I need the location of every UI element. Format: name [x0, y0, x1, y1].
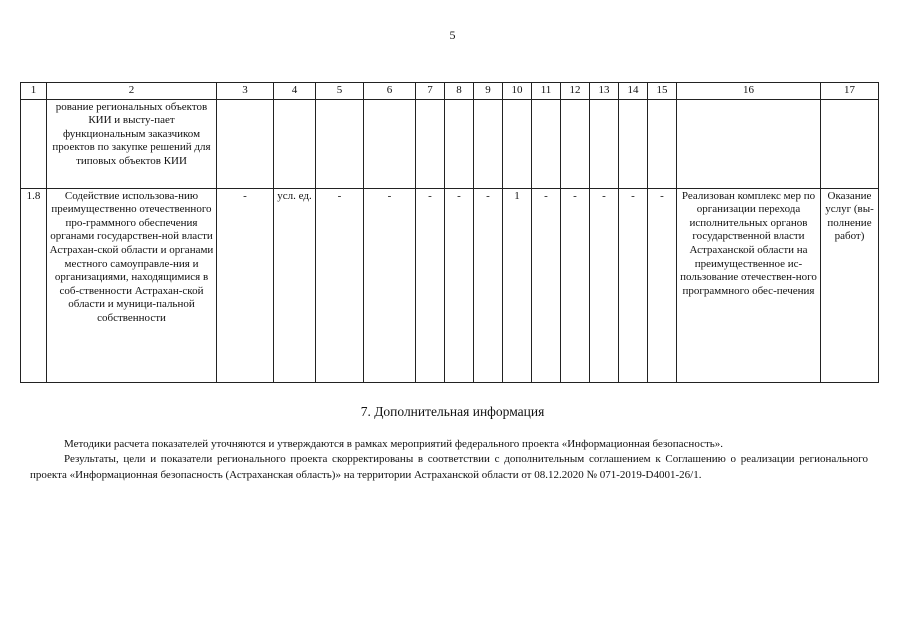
col-header: 6	[364, 83, 416, 100]
table-cell	[677, 99, 821, 188]
result-type-cell: Оказание услуг (вы-полнение работ)	[821, 188, 879, 382]
paragraph: Результаты, цели и показатели регионального проекта скорректированы в соответствии с дополнительным соглашением к Соглашению о реализации регионального проекта «Информационная безопасность (Астраханская область)» на территории Астраханской области от 08.12.2020 № 071-2019-D4001-26/1.	[30, 453, 868, 481]
table-cell	[217, 99, 274, 188]
col-header: 5	[316, 83, 364, 100]
table-cell	[532, 99, 561, 188]
col-header: 14	[619, 83, 648, 100]
results-table	[20, 82, 879, 383]
table-cell	[619, 99, 648, 188]
col-header: 4	[274, 83, 316, 100]
table-cell: -	[561, 188, 590, 382]
col-header: 1	[21, 83, 47, 100]
table-cell: -	[619, 188, 648, 382]
table-cell: -	[416, 188, 445, 382]
col-header: 2	[47, 83, 217, 100]
col-header: 13	[590, 83, 619, 100]
col-header: 11	[532, 83, 561, 100]
row-number-cell	[21, 99, 47, 188]
table-cell: -	[217, 188, 274, 382]
col-header: 15	[648, 83, 677, 100]
table-cell	[316, 99, 364, 188]
table-cell	[445, 99, 474, 188]
table-cell: -	[316, 188, 364, 382]
table-header-row	[21, 83, 879, 100]
table-row	[21, 99, 879, 188]
row-number-cell: 1.8	[21, 188, 47, 382]
table-cell	[821, 99, 879, 188]
col-header: 10	[503, 83, 532, 100]
table-cell	[561, 99, 590, 188]
table-cell	[364, 99, 416, 188]
table-row	[21, 188, 879, 382]
table-cell: -	[532, 188, 561, 382]
col-header: 7	[416, 83, 445, 100]
col-header: 8	[445, 83, 474, 100]
table-cell: 1	[503, 188, 532, 382]
row-name-cell: Содействие использова-нию преимущественно отечественного про-граммного обеспечения органами государствен-ной власти Астрахан-ской области и органами местного самоуправле-ния и организациями, находящимися в соб-ственности Астрахан-ской области и муници-пальной собственности	[47, 188, 217, 382]
table-cell	[474, 99, 503, 188]
table-cell	[503, 99, 532, 188]
unit-cell: усл. ед.	[274, 188, 316, 382]
table-cell: -	[590, 188, 619, 382]
section-title: 7. Дополнительная информация	[360, 404, 545, 419]
table-cell	[274, 99, 316, 188]
col-header: 12	[561, 83, 590, 100]
row-name-cell: рование региональных объектов КИИ и высту-пает функциональным заказчиком проектов по закупке решений для типовых объектов КИИ	[47, 99, 217, 188]
table-cell	[648, 99, 677, 188]
col-header: 16	[677, 83, 821, 100]
table-cell	[416, 99, 445, 188]
table-cell	[590, 99, 619, 188]
col-header: 3	[217, 83, 274, 100]
col-header: 9	[474, 83, 503, 100]
paragraph: Методики расчета показателей уточняются и утверждаются в рамках мероприятий федерального проекта «Информационная безопасность».	[64, 438, 724, 450]
table-cell: -	[474, 188, 503, 382]
col-header: 17	[821, 83, 879, 100]
table-cell: -	[445, 188, 474, 382]
table-cell: -	[648, 188, 677, 382]
page-number: 5	[449, 28, 456, 42]
result-description-cell: Реализован комплекс мер по организации перехода исполнительных органов государственной власти Астраханской области на преимущественное ис-пользование отечествен-ного программного обес-печения	[677, 188, 821, 382]
table-cell: -	[364, 188, 416, 382]
